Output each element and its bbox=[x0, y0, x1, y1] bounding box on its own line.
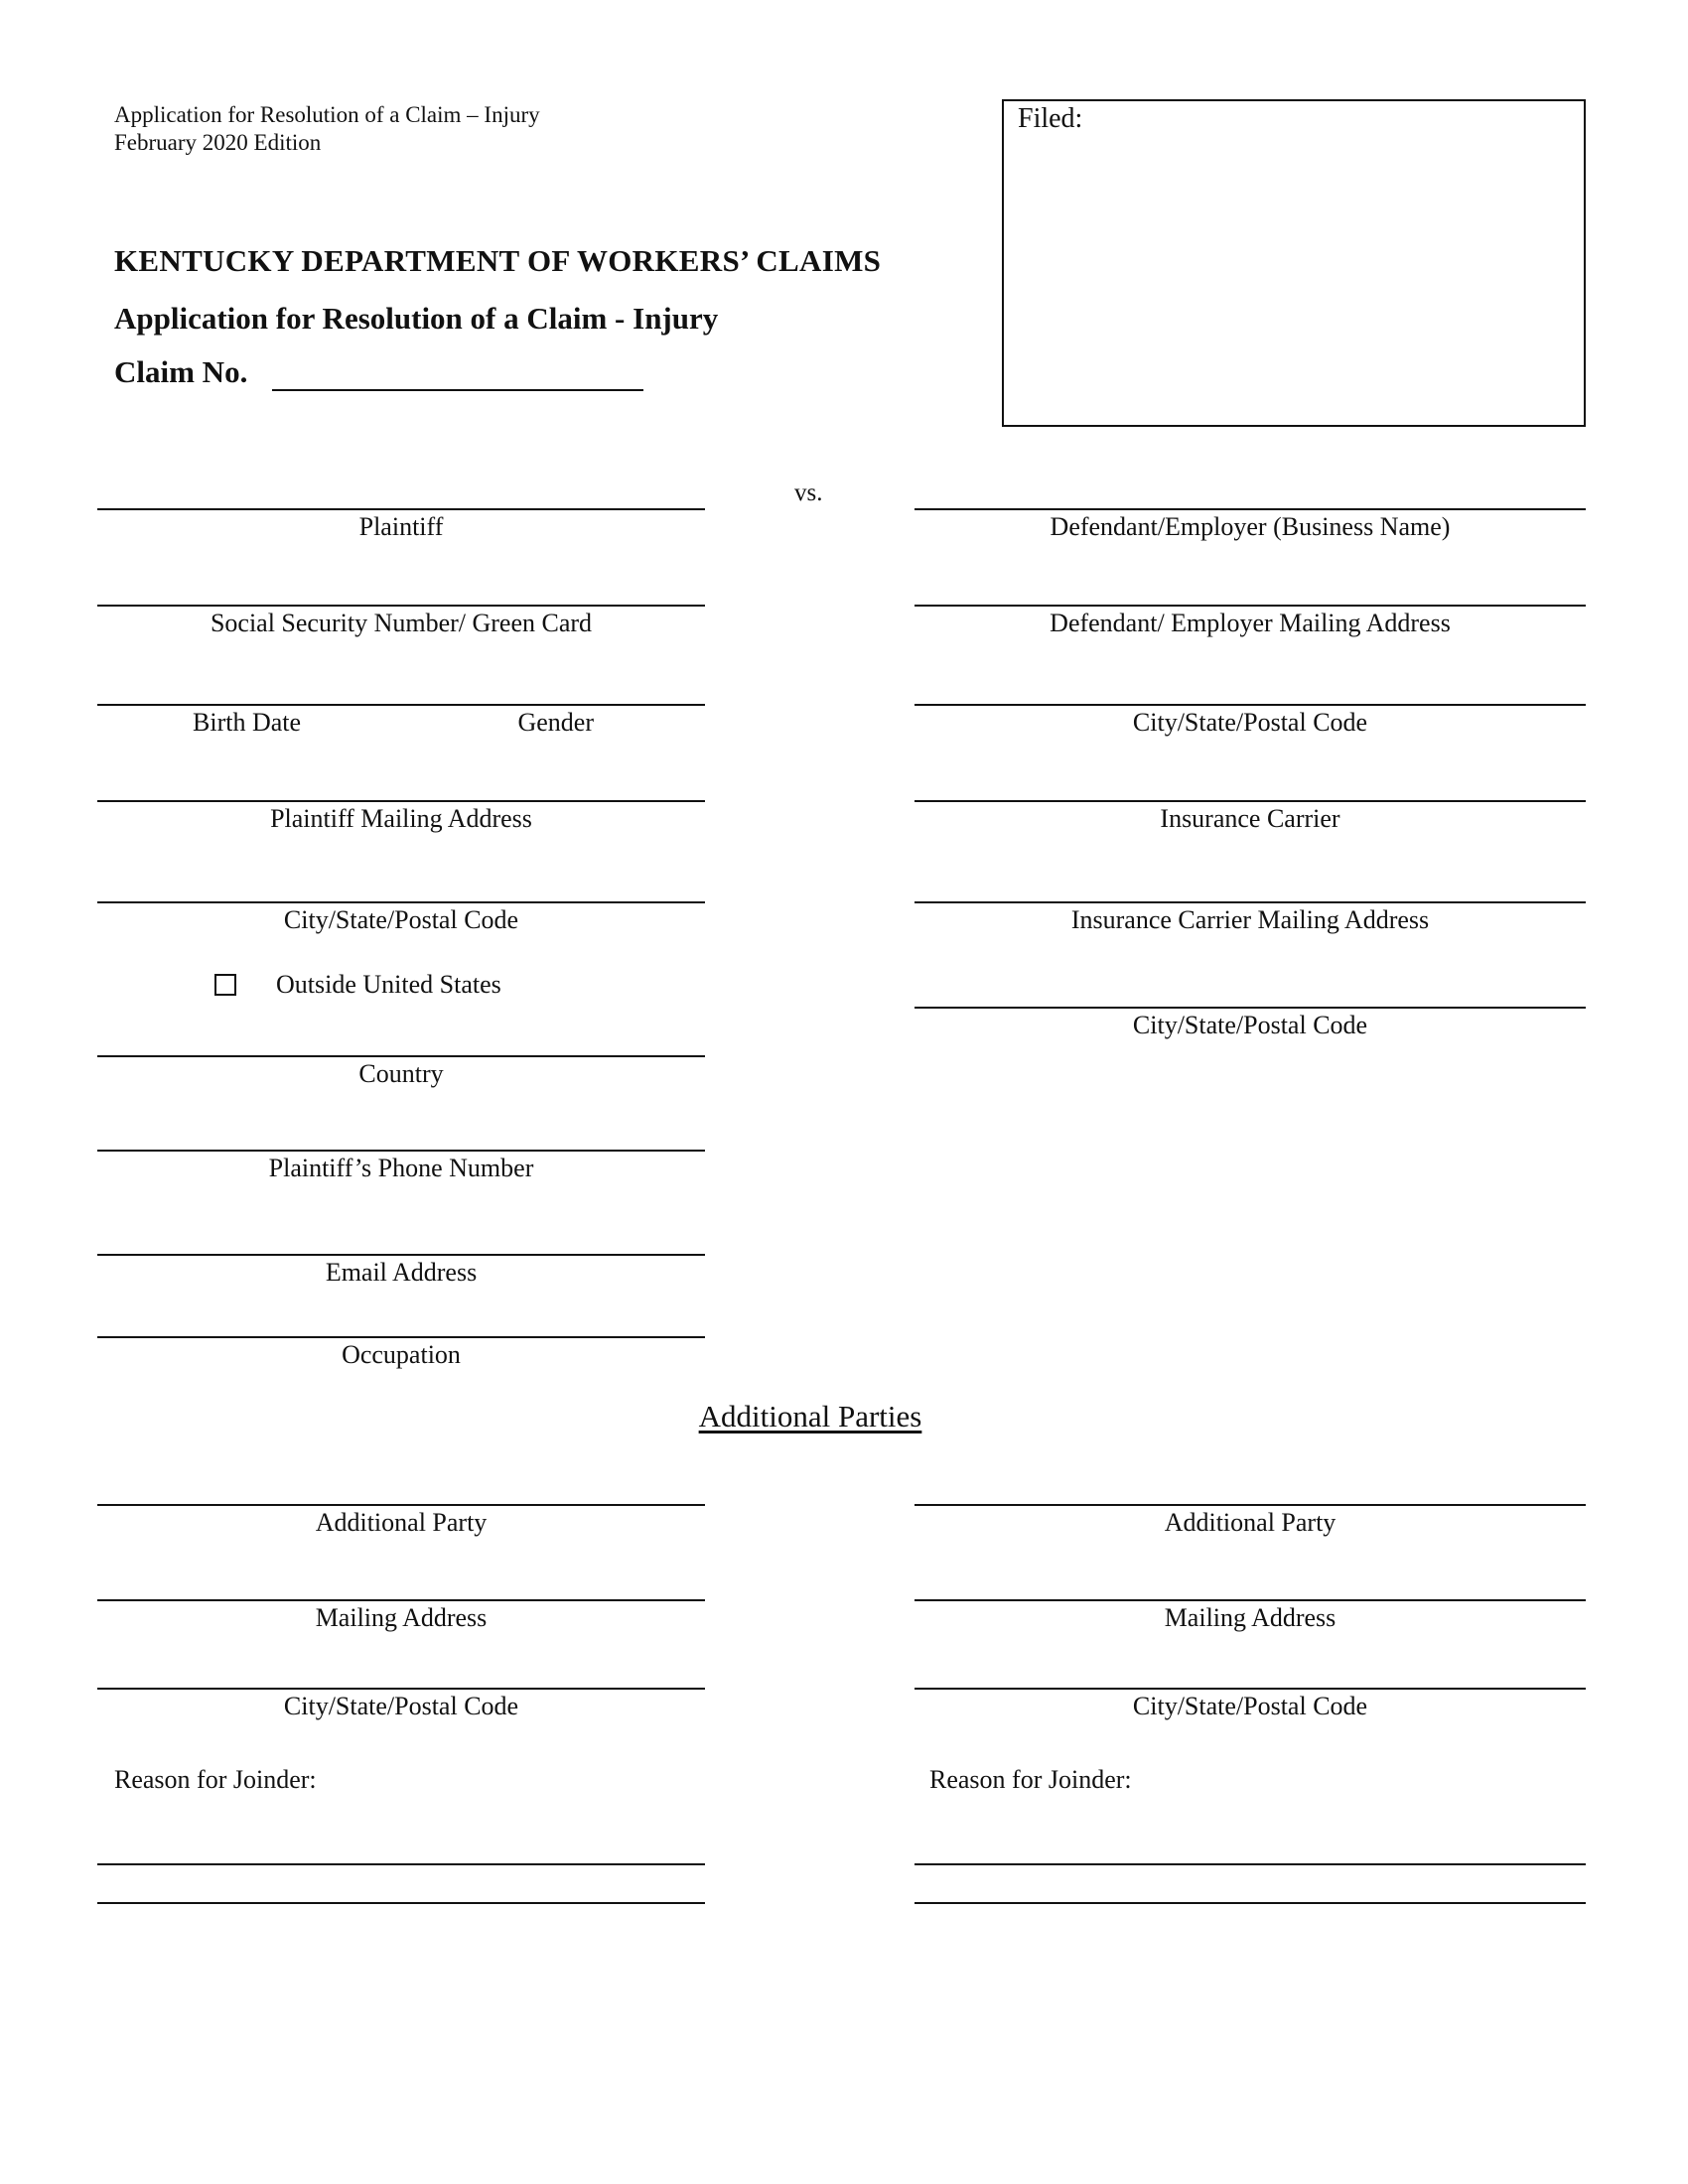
form-header bbox=[114, 101, 540, 157]
country-field[interactable] bbox=[97, 1055, 705, 1089]
insurance-carrier-caption: Insurance Carrier bbox=[1160, 804, 1340, 833]
outside-us-label: Outside United States bbox=[276, 970, 501, 999]
ssn-field[interactable] bbox=[97, 605, 705, 638]
birth-date-caption: Birth Date bbox=[193, 708, 302, 737]
agency-title: KENTUCKY DEPARTMENT OF WORKERS’ CLAIMS bbox=[114, 243, 882, 278]
additional-party-city-field[interactable] bbox=[97, 1688, 705, 1721]
additional-party-field[interactable] bbox=[914, 1504, 1586, 1538]
additional-party-address-caption: Mailing Address bbox=[315, 1603, 488, 1632]
outside-us-checkbox[interactable] bbox=[214, 974, 236, 996]
additional-party-city-caption: City/State/Postal Code bbox=[283, 1692, 519, 1720]
outside-us-row bbox=[214, 970, 501, 1000]
reason-line[interactable] bbox=[97, 1863, 705, 1865]
page-title: Application for Resolution of a Claim - Injury bbox=[114, 301, 719, 336]
plaintiff-caption: Plaintiff bbox=[358, 512, 444, 541]
plaintiff-city-caption: City/State/Postal Code bbox=[283, 905, 519, 934]
additional-party-field[interactable] bbox=[97, 1504, 705, 1538]
additional-party-city-field[interactable] bbox=[914, 1688, 1586, 1721]
country-caption: Country bbox=[358, 1059, 444, 1088]
employer-city-field[interactable] bbox=[914, 704, 1586, 738]
occupation-caption: Occupation bbox=[342, 1340, 461, 1369]
claim-no-field[interactable] bbox=[272, 357, 643, 391]
email-field[interactable] bbox=[97, 1254, 705, 1288]
additional-party-caption: Additional Party bbox=[1164, 1508, 1336, 1537]
plaintiff-field[interactable] bbox=[97, 508, 705, 542]
insurance-address-caption: Insurance Carrier Mailing Address bbox=[1070, 905, 1430, 934]
additional-parties-heading bbox=[0, 1399, 1620, 1434]
additional-party-address-field[interactable] bbox=[97, 1599, 705, 1633]
plaintiff-address-caption: Plaintiff Mailing Address bbox=[270, 804, 532, 833]
employer-address-field[interactable] bbox=[914, 605, 1586, 638]
insurance-city-field[interactable] bbox=[914, 1007, 1586, 1040]
reason-line[interactable] bbox=[914, 1902, 1586, 1904]
additional-parties-title: Additional Parties bbox=[698, 1399, 922, 1433]
reason-line[interactable] bbox=[914, 1863, 1586, 1865]
insurance-address-field[interactable] bbox=[914, 901, 1586, 935]
phone-caption: Plaintiff’s Phone Number bbox=[268, 1154, 534, 1182]
additional-party-address-field[interactable] bbox=[914, 1599, 1586, 1633]
form-title-small: Application for Resolution of a Claim – Injury bbox=[114, 102, 540, 127]
gender-caption: Gender bbox=[517, 708, 594, 737]
additional-party-city-caption: City/State/Postal Code bbox=[1132, 1692, 1368, 1720]
additional-party-caption: Additional Party bbox=[315, 1508, 488, 1537]
ssn-caption: Social Security Number/ Green Card bbox=[210, 609, 593, 637]
employer-name-caption: Defendant/Employer (Business Name) bbox=[1050, 512, 1451, 541]
occupation-field[interactable] bbox=[97, 1336, 705, 1370]
vs-label: vs. bbox=[794, 479, 823, 506]
plaintiff-city-field[interactable] bbox=[97, 901, 705, 935]
edition-label: February 2020 Edition bbox=[114, 130, 322, 155]
employer-city-caption: City/State/Postal Code bbox=[1132, 708, 1368, 737]
employer-address-caption: Defendant/ Employer Mailing Address bbox=[1050, 609, 1451, 637]
plaintiff-address-field[interactable] bbox=[97, 800, 705, 834]
filed-stamp-box bbox=[1002, 99, 1586, 427]
phone-field[interactable] bbox=[97, 1150, 705, 1183]
insurance-carrier-field[interactable] bbox=[914, 800, 1586, 834]
reason-for-joinder-label: Reason for Joinder: bbox=[114, 1765, 317, 1794]
employer-name-field[interactable] bbox=[914, 508, 1586, 542]
email-caption: Email Address bbox=[325, 1258, 478, 1287]
filed-label: Filed: bbox=[1018, 103, 1083, 134]
reason-line[interactable] bbox=[97, 1902, 705, 1904]
reason-for-joinder-label: Reason for Joinder: bbox=[929, 1765, 1132, 1794]
insurance-city-caption: City/State/Postal Code bbox=[1132, 1011, 1368, 1039]
additional-party-address-caption: Mailing Address bbox=[1164, 1603, 1336, 1632]
claim-no-label: Claim No. bbox=[114, 354, 248, 389]
birth-gender-field[interactable] bbox=[97, 704, 705, 738]
